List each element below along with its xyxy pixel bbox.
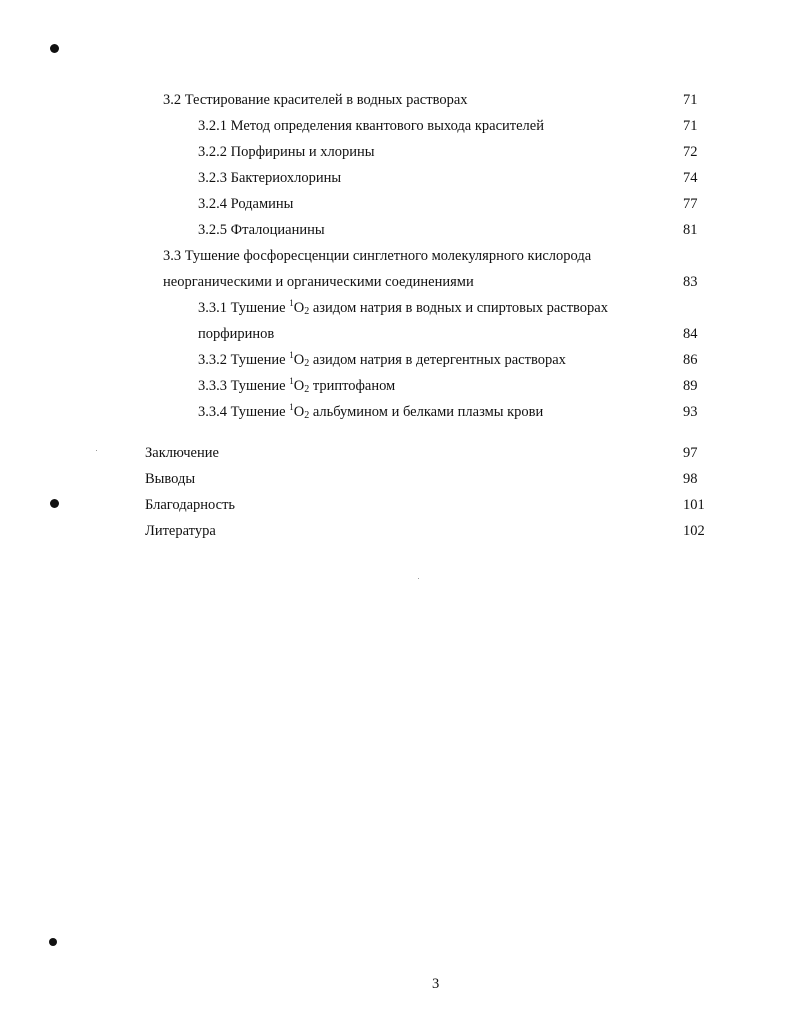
toc-entry-3-3-3-rest: триптофаном [312, 378, 396, 394]
toc-entry-3-3-title-line2: неорганическими и органическими соединениями [163, 274, 474, 290]
toc-entry-conclusion-title: Заключение [145, 445, 219, 461]
toc-entry-3-3-page: 83 [683, 274, 698, 290]
toc-entry-3-3-1-page: 84 [683, 326, 698, 342]
toc-entry-3-3-4-prefix: 3.3.4 Тушение [198, 404, 286, 420]
toc-entry-findings-title: Выводы [145, 471, 196, 487]
toc-entry-3-2-1-title: 3.2.1 Метод определения квантового выхода красителей [198, 118, 544, 134]
punch-hole-top [50, 44, 59, 53]
toc-entry-literature-title: Литература [145, 523, 216, 539]
toc-entry-3-3-3-title [198, 377, 395, 395]
toc-entry-3-3-3-subscript: 2 [304, 384, 310, 395]
toc-entry-3-3-2-page: 86 [683, 352, 698, 368]
scan-speck [418, 578, 419, 579]
toc-entry-3-3-2-element: O [293, 352, 305, 368]
toc-entry-findings-page: 98 [683, 471, 698, 487]
toc-entry-3-2-2-page: 72 [683, 144, 698, 160]
toc-entry-3-2-5-title: 3.2.5 Фталоцианины [198, 222, 325, 238]
toc-entry-3-2-page: 71 [683, 92, 698, 108]
toc-entry-3-3-2-superscript: 1 [289, 350, 294, 360]
page-number: 3 [432, 976, 440, 992]
toc-entry-3-2-3-title: 3.2.3 Бактериохлорины [198, 170, 342, 186]
toc-entry-3-3-1-rest: азидом натрия в водных и спиртовых растворах [312, 300, 608, 316]
toc-entry-3-2-4-title: 3.2.4 Родамины [198, 196, 294, 212]
punch-hole-bottom [49, 938, 57, 946]
punch-hole-middle [50, 499, 59, 508]
toc-entry-3-3-title-line1: 3.3 Тушение фосфоресценции синглетного молекулярного кислорода [163, 248, 592, 264]
toc-entry-3-3-2-prefix: 3.3.2 Тушение [198, 352, 286, 368]
toc-entry-3-3-4-title [198, 403, 543, 421]
toc-entry-acknowledgements-title: Благодарность [145, 497, 236, 513]
toc-entry-3-3-4-rest: альбумином и белками плазмы крови [312, 404, 544, 420]
toc-entry-3-3-3-element: O [293, 378, 305, 394]
toc-entry-3-3-3-prefix: 3.3.3 Тушение [198, 378, 286, 394]
toc-entry-3-3-1-title-line1 [198, 299, 608, 317]
toc-entry-3-2-4-page: 77 [683, 196, 698, 212]
toc-entry-3-3-4-subscript: 2 [304, 410, 310, 421]
toc-entry-3-3-1-subscript: 2 [304, 306, 310, 317]
toc-entry-3-2-1-page: 71 [683, 118, 698, 134]
toc-entry-3-3-1-element: O [293, 300, 305, 316]
toc-entry-conclusion-page: 97 [683, 445, 698, 461]
toc-entry-3-3-2-rest: азидом натрия в детергентных растворах [312, 352, 566, 368]
toc-entry-3-3-3-superscript: 1 [289, 376, 294, 386]
toc-entry-3-3-1-title-line2: порфиринов [198, 326, 275, 342]
toc-entry-3-3-4-element: O [293, 404, 305, 420]
toc-entry-acknowledgements-page: 101 [683, 497, 705, 513]
toc-entry-3-3-2-title [198, 351, 566, 369]
toc-entry-3-3-4-superscript: 1 [289, 402, 294, 412]
toc-entry-3-2-3-page: 74 [683, 170, 698, 186]
toc-entry-literature-page: 102 [683, 523, 705, 539]
toc-entry-3-2-title: 3.2 Тестирование красителей в водных растворах [163, 92, 468, 108]
toc-entry-3-2-5-page: 81 [683, 222, 698, 238]
toc-entry-3-3-1-superscript: 1 [289, 298, 294, 308]
scan-speck [96, 450, 97, 451]
toc-entry-3-3-1-prefix: 3.3.1 Тушение [198, 300, 286, 316]
toc-entry-3-3-4-page: 93 [683, 404, 698, 420]
toc-entry-3-3-2-subscript: 2 [304, 358, 310, 369]
toc-entry-3-2-2-title: 3.2.2 Порфирины и хлорины [198, 144, 375, 160]
toc-entry-3-3-3-page: 89 [683, 378, 698, 394]
